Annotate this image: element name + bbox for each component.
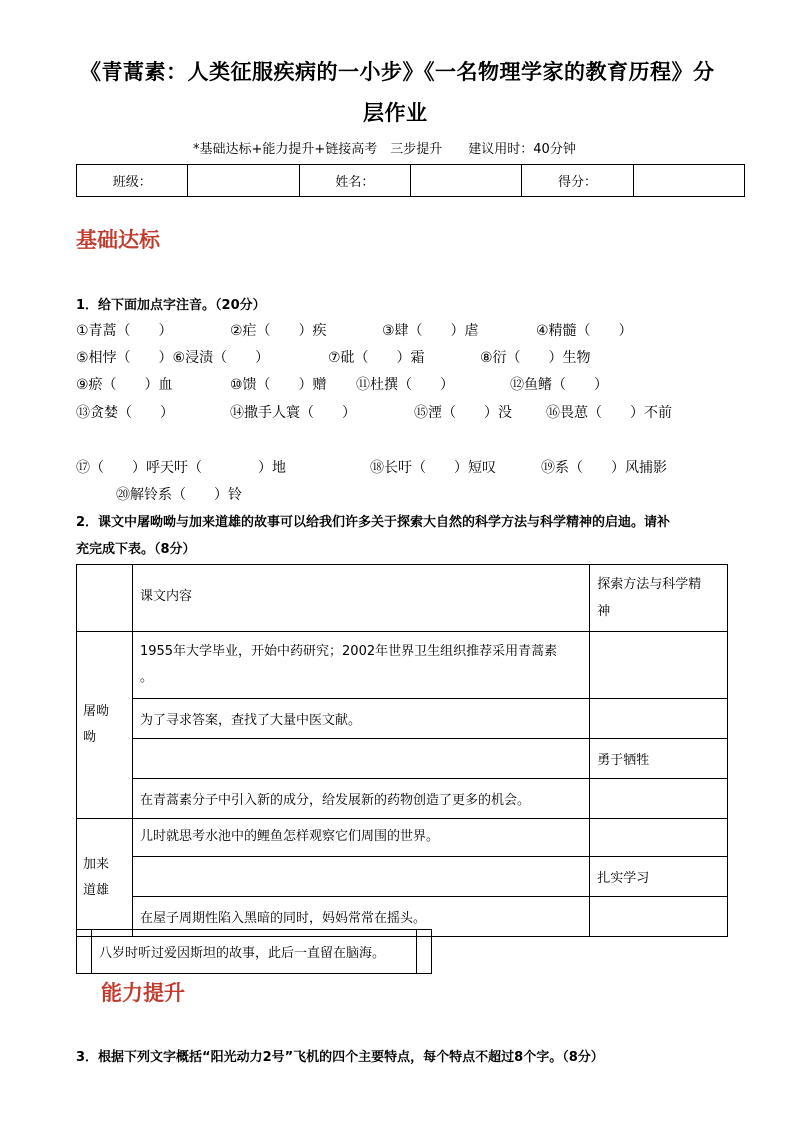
group-label-michio-kaku: 加来道雄 (77, 819, 133, 937)
answer-cell[interactable] (132, 739, 589, 779)
answer-cell[interactable] (590, 632, 728, 699)
page-title-line1: 《青蒿素：人类征服疾病的一小步》《一名物理学家的教育历程》分 (80, 60, 715, 84)
question-3-stem: 3．根据下列文字概括“阳光动力2号”飞机的四个主要特点，每个特点不超过8个字。（8分） (76, 1050, 604, 1065)
section-heading-basic: 基础达标 (76, 227, 160, 252)
table-row: 为了寻求答案，查找了大量中医文献。 (132, 699, 589, 739)
answer-cell[interactable] (590, 819, 728, 857)
table-row: 1955年大学毕业，开始中药研究；2002年世界卫生组织推荐采用青蒿素 。 (132, 632, 589, 699)
question-2-stem-line1: 2．课文中屠呦呦与加来道雄的故事可以给我们许多关于探索大自然的科学方法与科学精神的启迪。请补 (76, 515, 671, 530)
q1-item: ⑯畏葸（ ）不前 (546, 405, 672, 421)
table-header-method: 探索方法与科学精 神 (590, 565, 728, 632)
q1-item: ⑤相悖（ ）⑥浸渍（ ） (76, 350, 270, 366)
table-header-blank (77, 565, 133, 632)
answer-cell[interactable] (132, 857, 589, 897)
q1-item: ⑲系（ ）风捕影 (541, 460, 667, 476)
question-1-stem: 1．给下面加点字注音。（20分） (76, 298, 266, 313)
student-info-table (76, 164, 745, 197)
name-label: 姓名： (299, 165, 410, 197)
q1-item: ⑭撒手人寰（ ） (230, 405, 356, 421)
q1-item: ①青蒿（ ） (76, 323, 173, 339)
table-row: 儿时就思考水池中的鲤鱼怎样观察它们周围的世界。 (132, 819, 589, 857)
q2-table (76, 564, 728, 937)
q1-item: ②疟（ ）疾 (230, 323, 327, 339)
q1-item: ④精髓（ ） (536, 323, 633, 339)
answer-cell[interactable] (590, 699, 728, 739)
extra-row-blank (417, 930, 432, 974)
section-heading-ability: 能力提升 (101, 980, 185, 1005)
class-field[interactable] (188, 165, 299, 197)
question-2-stem-line2: 充完成下表。（8分） (76, 542, 196, 557)
q1-item: ⑳解铃系（ ）铃 (116, 487, 242, 503)
answer-cell[interactable] (590, 779, 728, 819)
q1-item: ⑬贪婪（ ） (76, 405, 174, 421)
q1-item: ⑰（ ）呼天吁（ ）地 (76, 460, 286, 476)
q1-item: ⑮湮（ ）没 (414, 405, 512, 421)
q1-item: ⑫鱼鳍（ ） (510, 377, 608, 393)
score-field[interactable] (633, 165, 744, 197)
answer-cell[interactable] (590, 897, 728, 937)
page-title-line2: 层作业 (363, 101, 428, 125)
q1-item: ⑧衍（ ）生物 (480, 350, 591, 366)
name-field[interactable] (411, 165, 522, 197)
table-row: 勇于牺牲 (590, 739, 728, 779)
extra-row-content: 八岁时听过爱因斯坦的故事，此后一直留在脑海。 (92, 930, 417, 974)
table-row: 在屋子周期性陷入黑暗的同时，妈妈常常在摇头。 (132, 897, 589, 937)
subtitle: *基础达标+能力提升+链接高考 三步提升 建议用时：40分钟 (193, 142, 576, 157)
class-label: 班级： (77, 165, 188, 197)
q1-item: ③肆（ ）虐 (382, 323, 479, 339)
extra-row-blank (77, 930, 92, 974)
q1-item: ⑦砒（ ）霜 (328, 350, 425, 366)
group-label-tu-youyou: 屠呦呦 (77, 632, 133, 819)
table-row: 在青蒿素分子中引入新的成分，给发展新的药物创造了更多的机会。 (132, 779, 589, 819)
q1-item: ⑩馈（ ）赠 (230, 377, 327, 393)
table-header-content: 课文内容 (132, 565, 589, 632)
q1-item: ⑱长吁（ ）短叹 (370, 460, 496, 476)
score-label: 得分： (522, 165, 633, 197)
table-row: 扎实学习 (590, 857, 728, 897)
q1-item: ⑪杜撰（ ） (356, 377, 454, 393)
q1-item: ⑨瘀（ ）血 (76, 377, 173, 393)
q2-extra-row (76, 929, 432, 974)
